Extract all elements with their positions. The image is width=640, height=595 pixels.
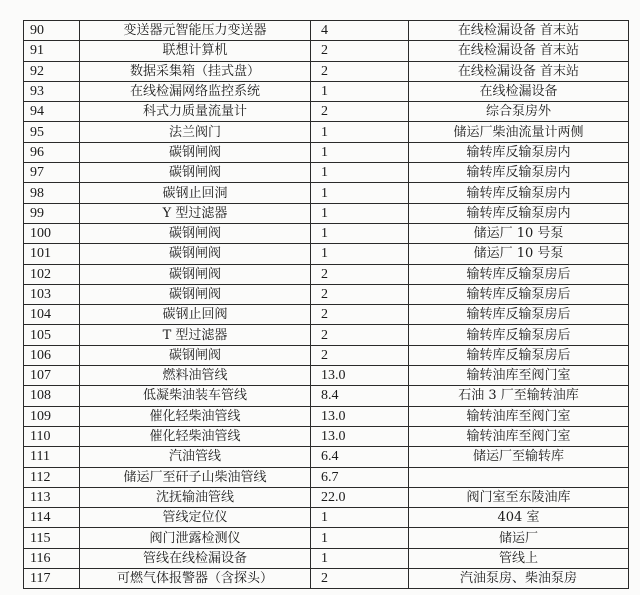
item-name: 碳钢闸阀: [80, 142, 311, 162]
item-location: 储运厂: [409, 528, 629, 548]
item-quantity: 1: [311, 223, 409, 243]
row-number: 101: [24, 244, 80, 264]
table-row: [24, 426, 629, 446]
row-number: 97: [24, 163, 80, 183]
row-number: 110: [24, 426, 80, 446]
table-row: [24, 406, 629, 426]
row-number: 106: [24, 345, 80, 365]
item-quantity: 1: [311, 183, 409, 203]
item-quantity: 1: [311, 203, 409, 223]
table-row: [24, 244, 629, 264]
table-row: [24, 122, 629, 142]
item-location: 输转库反输泵房内: [409, 163, 629, 183]
row-number: 90: [24, 21, 80, 41]
item-quantity: 1: [311, 548, 409, 568]
item-name: 碳钢闸阀: [80, 345, 311, 365]
row-number: 104: [24, 305, 80, 325]
item-location: 404 室: [409, 508, 629, 528]
item-name: 碳钢闸阀: [80, 244, 311, 264]
row-number: 103: [24, 284, 80, 304]
row-number: 116: [24, 548, 80, 568]
item-location: 输转库反输泵房后: [409, 325, 629, 345]
item-location: 在线检漏设备: [409, 81, 629, 101]
item-location: 综合泵房外: [409, 102, 629, 122]
item-quantity: 2: [311, 102, 409, 122]
item-quantity: 6.7: [311, 467, 409, 487]
item-quantity: 13.0: [311, 366, 409, 386]
table-row: [24, 142, 629, 162]
item-quantity: 22.0: [311, 487, 409, 507]
item-quantity: 2: [311, 569, 409, 589]
item-name: 碳钢闸阀: [80, 223, 311, 243]
table-row: [24, 284, 629, 304]
item-location: 汽油泵房、柴油泵房: [409, 569, 629, 589]
item-quantity: 1: [311, 142, 409, 162]
item-quantity: 2: [311, 345, 409, 365]
item-name: 汽油管线: [80, 447, 311, 467]
row-number: 100: [24, 223, 80, 243]
item-location: 输转库反输泵房后: [409, 345, 629, 365]
item-location: 在线检漏设备 首末站: [409, 61, 629, 81]
row-number: 113: [24, 487, 80, 507]
row-number: 115: [24, 528, 80, 548]
item-location: 储运厂至输转库: [409, 447, 629, 467]
item-location: 阀门室至东陵油库: [409, 487, 629, 507]
row-number: 98: [24, 183, 80, 203]
item-quantity: 2: [311, 61, 409, 81]
table-row: [24, 508, 629, 528]
row-number: 92: [24, 61, 80, 81]
item-name: T 型过滤器: [80, 325, 311, 345]
item-location: 石油 3 厂至输转油库: [409, 386, 629, 406]
item-name: 燃料油管线: [80, 366, 311, 386]
row-number: 114: [24, 508, 80, 528]
item-name: 低凝柴油装车管线: [80, 386, 311, 406]
table-row: [24, 203, 629, 223]
item-name: 管线在线检漏设备: [80, 548, 311, 568]
item-name: 变送器元智能压力变送器: [80, 21, 311, 41]
row-number: 117: [24, 569, 80, 589]
item-location: 输转库反输泵房内: [409, 203, 629, 223]
item-quantity: 2: [311, 41, 409, 61]
item-name: 碳钢止回阀: [80, 305, 311, 325]
item-location: 输转库反输泵房后: [409, 264, 629, 284]
table-row: [24, 569, 629, 589]
row-number: 91: [24, 41, 80, 61]
item-name: 科式力质量流量计: [80, 102, 311, 122]
item-location: 在线检漏设备 首末站: [409, 21, 629, 41]
row-number: 112: [24, 467, 80, 487]
row-number: 94: [24, 102, 80, 122]
item-name: 在线检漏网络监控系统: [80, 81, 311, 101]
row-number: 93: [24, 81, 80, 101]
table-row: [24, 223, 629, 243]
table-row: [24, 163, 629, 183]
table-row: [24, 305, 629, 325]
item-name: 沈抚输油管线: [80, 487, 311, 507]
item-name: Y 型过滤器: [80, 203, 311, 223]
row-number: 96: [24, 142, 80, 162]
item-location: 输转库反输泵房后: [409, 284, 629, 304]
item-name: 法兰阀门: [80, 122, 311, 142]
item-quantity: 4: [311, 21, 409, 41]
item-quantity: 1: [311, 122, 409, 142]
item-name: 储运厂至矸子山柴油管线: [80, 467, 311, 487]
table-row: [24, 447, 629, 467]
equipment-table: [23, 20, 629, 589]
item-location: 储运厂柴油流量计两侧: [409, 122, 629, 142]
item-quantity: 1: [311, 81, 409, 101]
item-location: 输转库反输泵房后: [409, 305, 629, 325]
item-location: 储运厂 10 号泵: [409, 223, 629, 243]
item-quantity: 13.0: [311, 406, 409, 426]
item-location: [409, 467, 629, 487]
table-row: [24, 325, 629, 345]
item-name: 管线定位仪: [80, 508, 311, 528]
row-number: 105: [24, 325, 80, 345]
table-row: [24, 264, 629, 284]
table-row: [24, 81, 629, 101]
item-quantity: 1: [311, 528, 409, 548]
item-quantity: 2: [311, 264, 409, 284]
item-quantity: 1: [311, 244, 409, 264]
item-name: 催化轻柴油管线: [80, 406, 311, 426]
item-quantity: 13.0: [311, 426, 409, 446]
table-row: [24, 102, 629, 122]
item-name: 碳钢闸阀: [80, 284, 311, 304]
item-quantity: 6.4: [311, 447, 409, 467]
item-name: 联想计算机: [80, 41, 311, 61]
item-location: 输转油库至阀门室: [409, 366, 629, 386]
row-number: 102: [24, 264, 80, 284]
item-name: 数据采集箱（挂式盘）: [80, 61, 311, 81]
table-row: [24, 528, 629, 548]
item-location: 管线上: [409, 548, 629, 568]
item-name: 碳钢闸阀: [80, 163, 311, 183]
item-location: 在线检漏设备 首末站: [409, 41, 629, 61]
item-name: 可燃气体报警器（含探头）: [80, 569, 311, 589]
table-row: [24, 41, 629, 61]
table-row: [24, 467, 629, 487]
item-name: 催化轻柴油管线: [80, 426, 311, 446]
row-number: 107: [24, 366, 80, 386]
item-quantity: 1: [311, 163, 409, 183]
item-location: 输转油库至阀门室: [409, 406, 629, 426]
item-quantity: 2: [311, 325, 409, 345]
item-name: 阀门泄露检测仪: [80, 528, 311, 548]
item-quantity: 2: [311, 305, 409, 325]
item-quantity: 1: [311, 508, 409, 528]
table-row: [24, 487, 629, 507]
row-number: 95: [24, 122, 80, 142]
table-row: [24, 61, 629, 81]
item-name: 碳钢闸阀: [80, 264, 311, 284]
row-number: 108: [24, 386, 80, 406]
item-location: 输转油库至阀门室: [409, 426, 629, 446]
table-row: [24, 183, 629, 203]
item-quantity: 2: [311, 284, 409, 304]
item-quantity: 8.4: [311, 386, 409, 406]
table-row: [24, 386, 629, 406]
item-location: 输转库反输泵房内: [409, 183, 629, 203]
item-location: 储运厂 10 号泵: [409, 244, 629, 264]
item-name: 碳钢止回洞: [80, 183, 311, 203]
table-row: [24, 345, 629, 365]
table-row: [24, 366, 629, 386]
equipment-table-body: [24, 21, 629, 589]
item-location: 输转库反输泵房内: [409, 142, 629, 162]
table-row: [24, 548, 629, 568]
table-row: [24, 21, 629, 41]
row-number: 99: [24, 203, 80, 223]
row-number: 109: [24, 406, 80, 426]
row-number: 111: [24, 447, 80, 467]
